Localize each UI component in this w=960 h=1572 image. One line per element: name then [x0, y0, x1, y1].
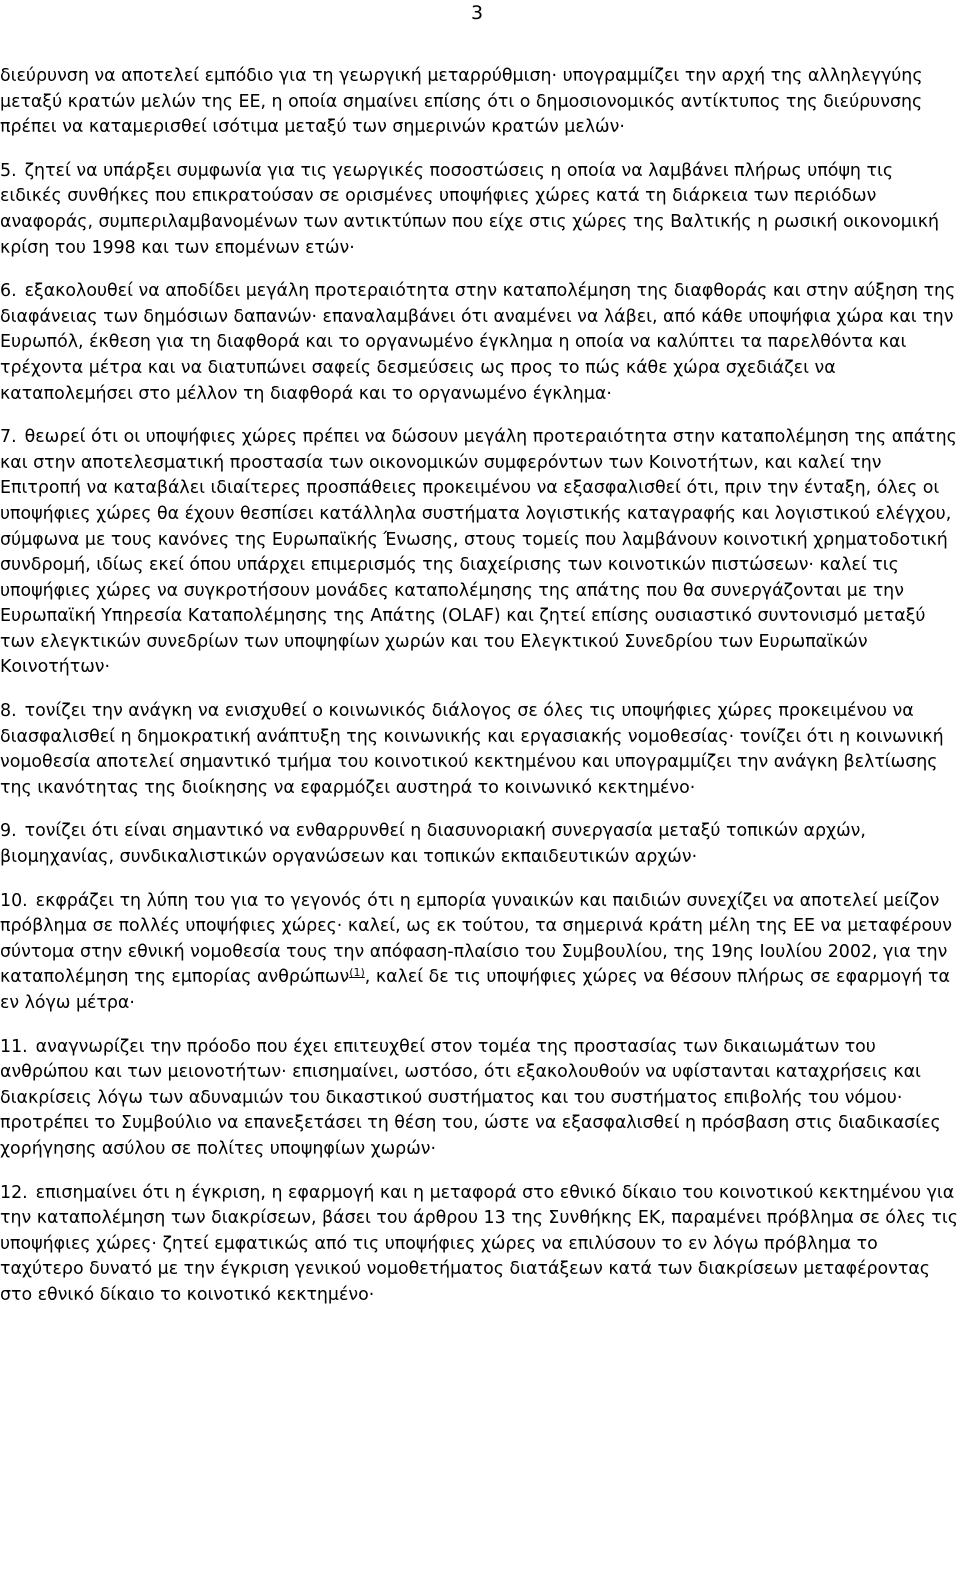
paragraph-number: 10. — [0, 890, 28, 911]
paragraph-continuation — [0, 64, 958, 141]
paragraph-number: 9. — [0, 821, 17, 842]
paragraph-12 — [0, 1181, 958, 1309]
document-body — [0, 64, 958, 1327]
paragraph-5 — [0, 159, 958, 261]
paragraph-text-continued: , καλεί δε τις υποψήφιες χώρες να θέσουν πλήρως σε εφαρμογή τα εν λόγω μέτρα· — [0, 967, 950, 1013]
paragraph-6 — [0, 279, 958, 407]
paragraph-11 — [0, 1035, 958, 1163]
page-number: 3 — [471, 2, 484, 24]
paragraph-text: διεύρυνση να αποτελεί εμπόδιο για τη γεωργική μεταρρύθμιση· υπογραμμίζει την αρχή της αλληλεγγύης μεταξύ κρατών μελών της ΕΕ, η οποία σημαίνει επίσης ότι ο δημοσιονομικός αντίκτυπος της διεύρυνσης πρέπει να καταμερισθεί ισότιμα μεταξύ των σημερινών κρατών μελών· — [0, 66, 923, 138]
footnote-link[interactable]: (1) — [349, 966, 365, 980]
paragraph-text: αναγνωρίζει την πρόοδο που έχει επιτευχθεί στον τομέα της προστασίας των δικαιωμάτων του ανθρώπου και των μειονοτήτων· επισημαίνει, ωστόσο, ότι εξακολουθούν να υφίστανται καταχρήσεις και διακρίσεις λόγω των αδυναμιών του δικαστικού συστήματος και του συστήματος επιβολής του νόμου· προτρέπει το Συμβούλιο να επανεξετάσει τη θέση του, ώστε να εξασφαλισθεί η πρόσβαση στις διαδικασίες χορήγησης ασύλου σε πολίτες υποψηφίων χωρών· — [0, 1036, 941, 1159]
paragraph-text: επισημαίνει ότι η έγκριση, η εφαρμογή και η μεταφορά στο εθνικό δίκαιο του κοινοτικού κεκτημένου για την καταπολέμηση των διακρίσεων, βάσει του άρθρου 13 της Συνθήκης ΕΚ, παραμένει πρόβλημα σε όλες τις υποψήφιες χώρες· ζητεί εμφατικώς από τις υποψήφιες χώρες να επιλύσουν το εν λόγω πρόβλημα το ταχύτερο δυνατό με την έγκριση γενικού νομοθετήματος διατάξεων κατά των διακρίσεων μεταφέροντας στο εθνικό δίκαιο το κοινοτικό κεκτημένο· — [0, 1182, 958, 1305]
paragraph-number: 8. — [0, 701, 17, 722]
paragraph-8 — [0, 699, 958, 801]
paragraph-9 — [0, 819, 958, 870]
paragraph-number: 12. — [0, 1182, 28, 1203]
paragraph-number: 6. — [0, 281, 17, 302]
paragraph-text: εξακολουθεί να αποδίδει μεγάλη προτεραιότητα στην καταπολέμηση της διαφθοράς και στην αύξηση της διαφάνειας των δημόσιων δαπανών· επαναλαμβάνει ότι αναμένει να λάβει, από κάθε υποψήφια χώρα και την Ευρωπόλ, έκθεση για τη διαφθορά και το οργανωμένο έγκλημα η οποία να καλύπτει τα παρελθόντα και τρέχοντα μέτρα και να διατυπώνει σαφείς δεσμεύσεις ως προς το πώς κάθε χώρα σχεδιάζει να καταπολεμήσει στο μέλλον τη διαφθορά και το οργανωμένο έγκλημα· — [0, 281, 956, 404]
paragraph-text: τονίζει την ανάγκη να ενισχυθεί ο κοινωνικός διάλογος σε όλες τις υποψήφιες χώρες προκειμένου να διασφαλισθεί η δημοκρατική ανάπτυξη της κοινωνικής και εργασιακής νομοθεσίας· τονίζει ότι η κοινωνική νομοθεσία αποτελεί σημαντικό τμήμα του κοινοτικού κεκτημένου και υπογραμμίζει την ανάγκη βελτίωσης της ικανότητας της διοίκησης να εφαρμόζει αυστηρά το κοινωνικό κεκτημένο· — [0, 701, 944, 798]
paragraph-text: θεωρεί ότι οι υποψήφιες χώρες πρέπει να δώσουν μεγάλη προτεραιότητα στην καταπολέμηση της απάτης και στην αποτελεσματική προστασία των οικονομικών συμφερόντων των Κοινοτήτων, και καλεί την Επιτροπή να καταβάλει ιδιαίτερες προσπάθειες προκειμένου να εξασφαλισθεί ότι, πριν την ένταξη, όλες οι υποψήφιες χώρες θα έχουν θεσπίσει κατάλληλα συστήματα λογιστικής καταγραφής και λογιστικού ελέγχου, σύμφωνα με τους κανόνες της Ευρωπαϊκής Ένωσης, στους τομείς που λαμβάνουν κοινοτική χρηματοδοτική συνδρομή, ιδίως εκεί όπου υπάρχει επιμερισμός της διαχείρισης των κοινοτικών πιστώσεων· καλεί τις υποψήφιες χώρες να συγκροτήσουν μονάδες καταπολέμησης της απάτης που θα συνεργάζονται με την Ευρωπαϊκή Υπηρεσία Καταπολέμησης της Απάτης (OLAF) και ζητεί επίσης ουσιαστικό συντονισμό μεταξύ των ελεγκτικών συνεδρίων των υποψηφίων χωρών και του Ελεγκτικού Συνεδρίου των Ευρωπαϊκών Κοινοτήτων· — [0, 427, 957, 678]
paragraph-7 — [0, 425, 958, 681]
paragraph-number: 7. — [0, 427, 17, 448]
paragraph-text: ζητεί να υπάρξει συμφωνία για τις γεωργικές ποσοστώσεις η οποία να λαμβάνει πλήρως υπόψη τις ειδικές συνθήκες που επικρατούσαν σε ορισμένες υποψήφιες χώρες κατά τη διάρκεια των περιόδων αναφοράς, συμπεριλαμβανομένων των αντικτύπων που είχε στις χώρες της Βαλτικής η ρωσική οικονομική κρίση του 1998 και των επομένων ετών· — [0, 160, 940, 258]
paragraph-number: 11. — [0, 1036, 28, 1057]
paragraph-text: εκφράζει τη λύπη του για το γεγονός ότι η εμπορία γυναικών και παιδιών συνεχίζει να αποτελεί μείζον πρόβλημα σε πολλές υποψήφιες χώρες· καλεί, ως εκ τούτου, τα σημερινά κράτη μέλη της ΕΕ να μεταφέρουν σύντομα στην εθνική νομοθεσία τους την απόφαση-πλαίσιο του Συμβουλίου, της 19ης Ιουλίου 2002, για την καταπολέμηση της εμπορίας ανθρώπων — [0, 890, 952, 988]
paragraph-text: τονίζει ότι είναι σημαντικό να ενθαρρυνθεί η διασυνοριακή συνεργασία μεταξύ τοπικών αρχών, βιομηχανίας, συνδικαλιστικών οργανώσεων και τοπικών εκπαιδευτικών αρχών· — [0, 821, 866, 868]
paragraph-number: 5. — [0, 160, 17, 181]
paragraph-10 — [0, 889, 958, 1017]
